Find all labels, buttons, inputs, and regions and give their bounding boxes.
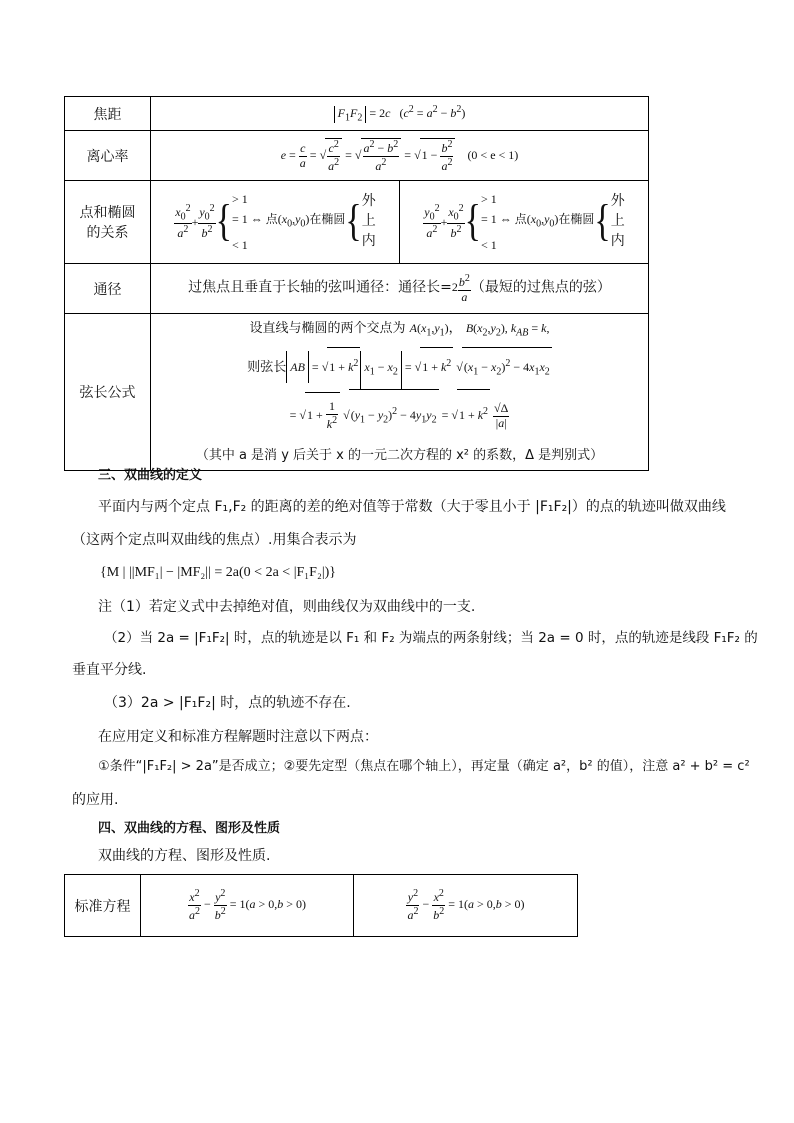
eccentricity-formula: e = $\frac{c}{a}$ = √ $\frac{c^2}{a^2}$ = √ $\frac{a^2 - b^2}{a^2}$ = √1 − $\frac{b^2}{a^2}$ (0 < e < 1) — [151, 131, 649, 181]
note-2-line2: 垂直平分线. — [72, 662, 147, 678]
point-relation-left: $\frac{x_0^2}{a^2}$ + $\frac{y_0^2}{b^2}$ { > 1 = 1 ⇔ 点$(x_0,y_0)$在椭圆 < 1 { 外 上 内 — [175, 192, 376, 252]
hyperbola-equation-table — [64, 874, 578, 937]
chord-line-3: = √1 + $\frac{1}{k^2}$ $√(y_1 - y_2)^2 - 4y_1y_2 = √1 + k^2$ $\frac{√\Delta}{|a|}$ — [151, 389, 648, 442]
eccentricity-range: (0 < e < 1) — [467, 147, 519, 162]
row-label-latus-rectum: 通径 — [65, 264, 151, 314]
equation-y-axis: $\frac{y^2}{a^2}$ − $\frac{x^2}{b^2}$ = 1(a > 0,b > 0) — [354, 875, 578, 937]
row-label-point-relation: 点和椭圆 的关系 — [65, 181, 151, 264]
chord-line-1: 设直线与椭圆的两个交点为 $A(x_1,y_1)$， $B(x_2,y_2)$, $k_{AB} = k$, — [249, 321, 550, 339]
section3-para4-line1: ①条件“|F₁F₂| > 2a”是否成立；②要先定型（焦点在哪个轴上），再定量（确定 a²，b² 的值），注意 a² + b² = c² — [98, 759, 750, 774]
note-1: 注（1）若定义式中去掉绝对值，则曲线仅为双曲线中的一支. — [98, 599, 476, 615]
ellipse-properties-table — [64, 96, 649, 471]
row-label-chord-length: 弦长公式 — [65, 314, 151, 471]
point-relation-cell — [151, 181, 649, 264]
latus-rectum-text: 过焦点且垂直于长轴的弦叫通径：通径长=2 $\frac{b^2}{a}$ （最短的过焦点的弦） — [151, 264, 649, 314]
hyperbola-set-definition: {M | ||MF₁| − |MF₂|| = 2a(0 < 2a < |F₁F₂|)} — [100, 565, 337, 580]
equation-x-axis: $\frac{x^2}{a^2}$ − $\frac{y^2}{b^2}$ = 1(a > 0,b > 0) — [141, 875, 354, 937]
row-label-eccentricity: 离心率 — [65, 131, 151, 181]
chord-line-4: （其中 a 是消 y 后关于 x 的一元二次方程的 x² 的系数，Δ 是判别式） — [195, 448, 604, 464]
section3-para3: 在应用定义和标准方程解题时注意以下两点： — [98, 729, 378, 745]
note-3: （3）2a > |F₁F₂| 时，点的轨迹不存在. — [104, 695, 351, 711]
chord-line-2: 则弦长 AB = $√1 + k^2$ $x_1 - x_2 = √1 + k^2$ $√(x_1 - x_2)^2 - 4x_1x_2$ — [151, 347, 648, 388]
focal-distance-formula: $F_1F_2 = 2c$ $(c^2 = a^2 - b^2)$ — [151, 97, 649, 131]
chord-length-cell — [151, 314, 649, 471]
section3-para2: （这两个定点叫双曲线的焦点）.用集合表示为 — [72, 532, 357, 548]
section3-para1: 平面内与两个定点 F₁,F₂ 的距离的差的绝对值等于常数（大于零且小于 |F₁F₂|）的点的轨迹叫做双曲线 — [98, 499, 726, 515]
point-relation-right: $\frac{y_0^2}{a^2}$ + $\frac{x_0^2}{b^2}$ { > 1 = 1 ⇔ 点$(x_0,y_0)$在椭圆 < 1 { 外 上 内 — [424, 192, 625, 252]
section3-heading: 三、双曲线的定义 — [98, 468, 203, 483]
row-label-standard-equation: 标准方程 — [65, 875, 141, 937]
row-label-focal-distance: 焦距 — [65, 97, 151, 131]
note-2-line1: （2）当 2a = |F₁F₂| 时，点的轨迹是以 F₁ 和 F₂ 为端点的两条射线；当 2a = 0 时，点的轨迹是线段 F₁F₂ 的 — [104, 630, 758, 646]
section4-heading: 四、双曲线的方程、图形及性质 — [98, 821, 281, 836]
section3-para4-line2: 的应用. — [72, 792, 119, 808]
section4-intro: 双曲线的方程、图形及性质. — [98, 848, 271, 864]
